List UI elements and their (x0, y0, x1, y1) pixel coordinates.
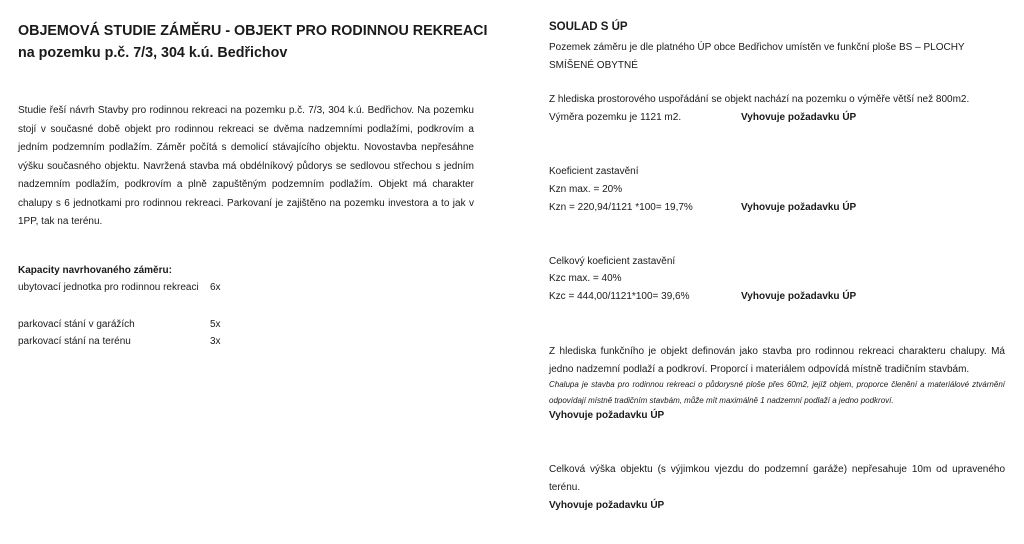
compliance-heading: SOULAD S ÚP (549, 21, 628, 33)
capacity-label: ubytovací jednotka pro rodinnou rekreaci (18, 282, 199, 293)
capacity-heading: Kapacity navrhovaného záměru: (18, 265, 172, 276)
total-coverage-max: Kzc max. = 40% (549, 273, 622, 284)
total-coverage-title: Celkový koeficient zastavění (549, 256, 676, 267)
compliance-result: Vyhovuje požadavku ÚP (549, 500, 665, 511)
coverage-calc: Kzn = 220,94/1121 *100= 19,7% (549, 202, 693, 213)
coverage-title: Koeficient zastavění (549, 166, 639, 177)
zoning-text: Pozemek záměru je dle platného ÚP obce Bedřichov umístěn ve funkční ploše BS – PLOCHY (549, 42, 965, 53)
compliance-result: Vyhovuje požadavku ÚP (741, 112, 857, 123)
study-description: Studie řeší návrh Stavby pro rodinnou rekreaci na pozemku p.č. 7/3, 304 k.ú. Bedřichov. Na pozemku stojí v současné době objekt pro rodinnou rekreaci se dvěma nadzemními podlažími, podkrovím a jedním podzemním podlažím. Záměr počítá s demolicí stávajícího objektu. Novostavba nepřesáhne výšku současného objektu. Navržená stavba má obdélníkový půdorys se sedlovou střechou s jedním nadzemním podlažím, podkrovím a plně zapuštěným podzemním podlažím. Objekt má charakter chalupy s 6 jednotkami pro rodinnou rekreaci. Parkovaní je zajištěno na pozemku investora a to jak v 1PP, tak na terénu. (18, 105, 474, 227)
functional-quote: Chalupa je stavba pro rodinnou rekreaci o půdorysné ploše přes 60m2, jejíž objem, proporce členění a materiálové ztvárnění odpovídají místně tradičním stavbám, může mít maximálně 1 nadzemní podlaží a jedno podkroví. (549, 380, 1005, 405)
compliance-result: Vyhovuje požadavku ÚP (549, 410, 665, 421)
capacity-label: parkovací stání na terénu (18, 336, 131, 347)
document-subtitle: na pozemku p.č. 7/3, 304 k.ú. Bedřichov (18, 45, 288, 61)
spatial-text: Z hlediska prostorového uspořádání se objekt nachází na pozemku o výměře větší než 800m2. (549, 94, 970, 105)
compliance-result: Vyhovuje požadavku ÚP (741, 291, 857, 302)
plot-area: Výměra pozemku je 1121 m2. (549, 112, 682, 123)
document-title: OBJEMOVÁ STUDIE ZÁMĚRU - OBJEKT PRO RODINNOU REKREACI (18, 23, 488, 39)
capacity-value: 3x (210, 336, 221, 347)
coverage-max: Kzn max. = 20% (549, 184, 623, 195)
zoning-text-cont: SMÍŠENÉ OBYTNÉ (549, 60, 638, 71)
functional-text: Z hlediska funkčního je objekt definován jako stavba pro rodinnou rekreaci charakteru chalupy. Má jedno nadzemní podlaží a podkroví. Proporcí i materiálem odpovídá místně tradičním stavbám. (549, 346, 1005, 375)
height-text: Celková výška objektu (s výjimkou vjezdu do podzemní garáže) nepřesahuje 10m od upraveného terénu. (549, 464, 1005, 493)
total-coverage-calc: Kzc = 444,00/1121*100= 39,6% (549, 291, 690, 302)
compliance-result: Vyhovuje požadavku ÚP (741, 202, 857, 213)
capacity-value: 5x (210, 319, 221, 330)
capacity-value: 6x (210, 282, 221, 293)
capacity-label: parkovací stání v garážích (18, 319, 135, 330)
